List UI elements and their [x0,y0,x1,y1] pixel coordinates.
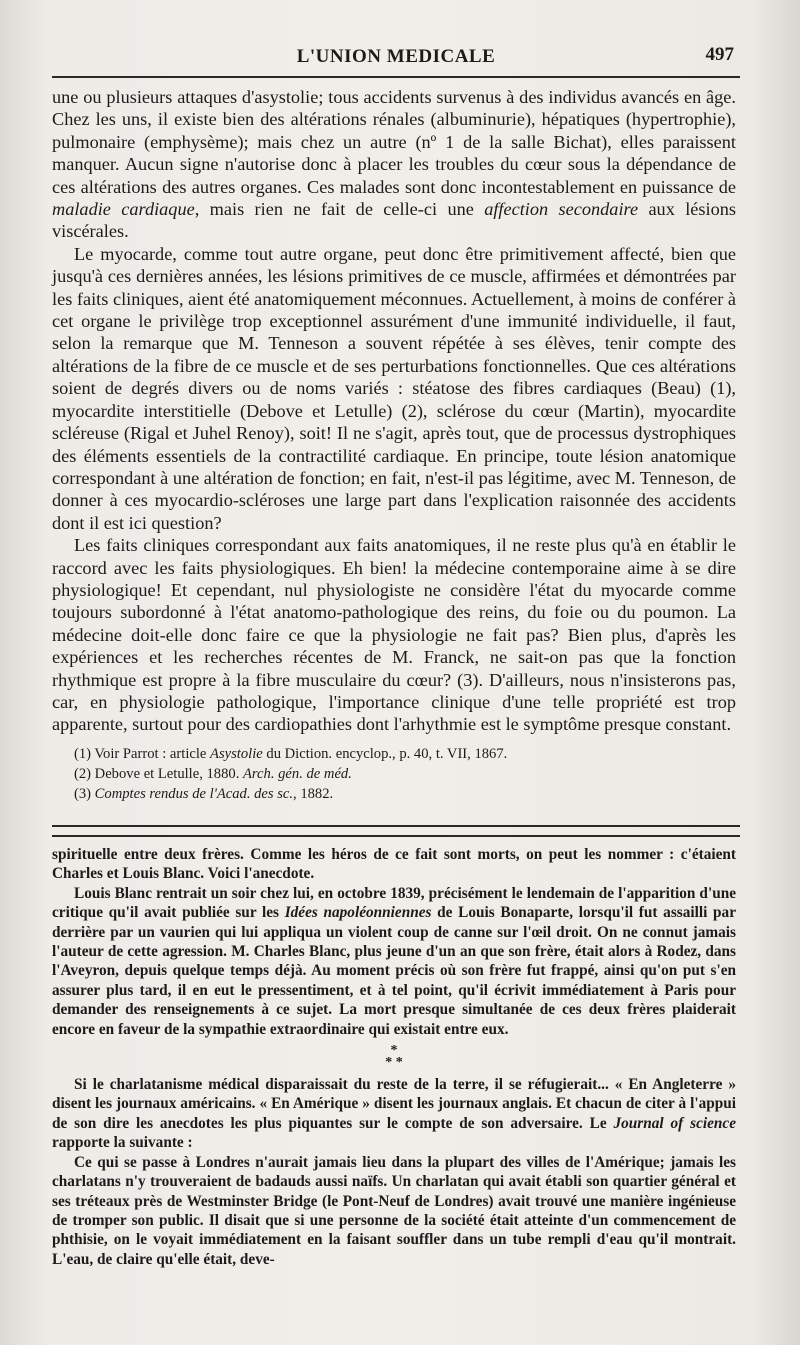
asterism: * * * [385,1043,403,1071]
paragraph: Ce qui se passe à Londres n'aurait jamais lieu dans la plupart des villes de l'Amérique; jamais les charlatans n'y trouveraient de badauds aussi naïfs. Un charlatan qui avait établi son quartier général et ses tréteaux près de Westminster Bridge (le Pont-Neuf de Londres) avait trouvé une manière ingénieuse de tromper son public. Il disait que si une personne de la société était atteinte d'un commencement de phthisie, on le voyait immédiatement en la faisant souffler dans un tube rempli d'eau qu'il montrait. L'eau, de claire qu'elle était, deve- [52,1153,736,1268]
footnotes [74,744,736,804]
paragraph [52,86,736,243]
text-run: , mais rien ne fait de celle-ci une [194,199,485,220]
italic-term: affection secondaire [484,199,639,220]
text-run: aux lésions viscérales. [52,199,736,242]
paragraph: Si le charlatanisme médical disparaissait du reste de la terre, il se réfugierait... « En Angleterre » disent les journaux américains. « En Amérique » disent les journaux anglais. Et chacun de citer à l'appui de son dire les anecdotes les plus piquantes sur le compte de son adversaire. Le Journal of science rapporte la suivante : [52,1076,736,1152]
running-head: L'UNION MEDICALE [296,46,496,67]
page-number: 497 [705,44,734,65]
header-rule [52,76,740,78]
footnote: (1) Voir Parrot : article Asystolie du Diction. encyclop., p. 40, t. VII, 1867. [74,745,508,762]
text-run: une ou plusieurs attaques d'asystolie; tous accidents survenus à des individus avancés en âge. Chez les uns, il existe bien des altérations rénales (albuminurie), hépatiques (hypertrophie), pulmonaire (emphysème); mais chez un autre (nº 1 de la salle Bichat), elles paraissent manquer. Aucun signe n'autorise donc à placer les troubles du cœur sous la dépendance de ces altérations des autres organes. Ces malades sont donc incontestablement en puissance de [52,87,736,197]
italic-term: Journal of science [613,1114,736,1132]
italic-term: maladie cardiaque [52,199,195,220]
lower-article [52,845,736,1269]
paragraph: Les faits cliniques correspondant aux faits anatomiques, il ne reste plus qu'à en établir le raccord avec les faits physiologiques. Eh bien! la médecine contemporaine aime à se dire physiologique! Et cependant, nul physiologiste ne considère l'état du myocarde comme toujours subordonné à l'état anatomo-pathologique des reins, du foie ou du poumon. La médecine doit-elle donc faire ce que la physiologie ne fait pas? Bien plus, d'après les expériences et les recherches récentes de M. Franck, ne sait-on pas que la fonction rhythmique est propre à la fibre musculaire du cœur? (3). D'ailleurs, nous n'insisterons pas, car, en physiologie pathologique, l'importance clinique d'une telle propriété est trop apparente, surtout pour des cardiopathies dont l'arhythmie est le symptôme presque constant. [52,535,736,735]
footnote: (3) Comptes rendus de l'Acad. des sc., 1882. [74,785,334,802]
paragraph: Le myocarde, comme tout autre organe, peut donc être primitivement affecté, bien que jusqu'à ces dernières années, les lésions primitives de ce muscle, affirmées et démontrées par les faits cliniques, aient été anatomiquement méconnues. Actuellement, à moins de conférer à cet organe le privilège trop exceptionnel assurément d'une immunité individuelle, il faut, selon la remarque que M. Tenneson a souvent répétée à ses élèves, tenir compte des altérations de la fibre de ce muscle et de ses perturbations fonctionnelles. Que ces altérations soient de degrés divers ou de noms variés : stéatose des fibres cardiaques (Beau) (1), myocardite interstitielle (Debove et Letulle) (2), sclérose du cœur (Martin), myocardite scléreuse (Rigal et Juhel Renoy), soit! Il ne s'agit, après tout, que de processus dystrophiques des éléments essentiels de la contractilité cardiaque. En principe, toute lésion anatomique correspondant à une altération de fonction; en fait, n'est-il pas légitime, avec M. Tenneson, de donner à ces myocardio-scléroses une large part dans l'explication raisonnée des accidents dont il est ici question? [52,243,736,533]
footnote: (2) Debove et Letulle, 1880. Arch. gén. de méd. [74,765,352,782]
upper-article [52,86,736,804]
italic-term: Idées napoléonniennes [284,904,432,922]
paragraph: Louis Blanc rentrait un soir chez lui, en octobre 1839, précisément le lendemain de l'apparition d'une critique qu'il avait publiée sur les Idées napoléonniennes de Louis Bonaparte, lorsqu'il fut assailli par derrière par un vaurien qui lui appliqua un violent coup de canne sur l'œil droit. On ne connut jamais l'auteur de cette agression. M. Charles Blanc, plus jeune d'un an que son frère, était alors à Rodez, dans l'Aveyron, depuis quelque temps déjà. Au moment précis où son frère fut frappé, ainsi qu'on put s'en assurer plus tard, il en eut le pressentiment, et à tel point, qu'il écrivit immédiatement à Paris pour demander des renseignements à ce sujet. La mort presque simultanée de ces deux frères plaiderait encore en faveur de la sympathie extraordinaire qui existait entre eux. [52,884,736,1038]
section-divider [52,825,740,837]
page-header [52,38,740,70]
paragraph: spirituelle entre deux frères. Comme les héros de ce fait sont morts, on peut les nommer : c'étaient Charles et Louis Blanc. Voici l'anecdote. [52,846,736,883]
